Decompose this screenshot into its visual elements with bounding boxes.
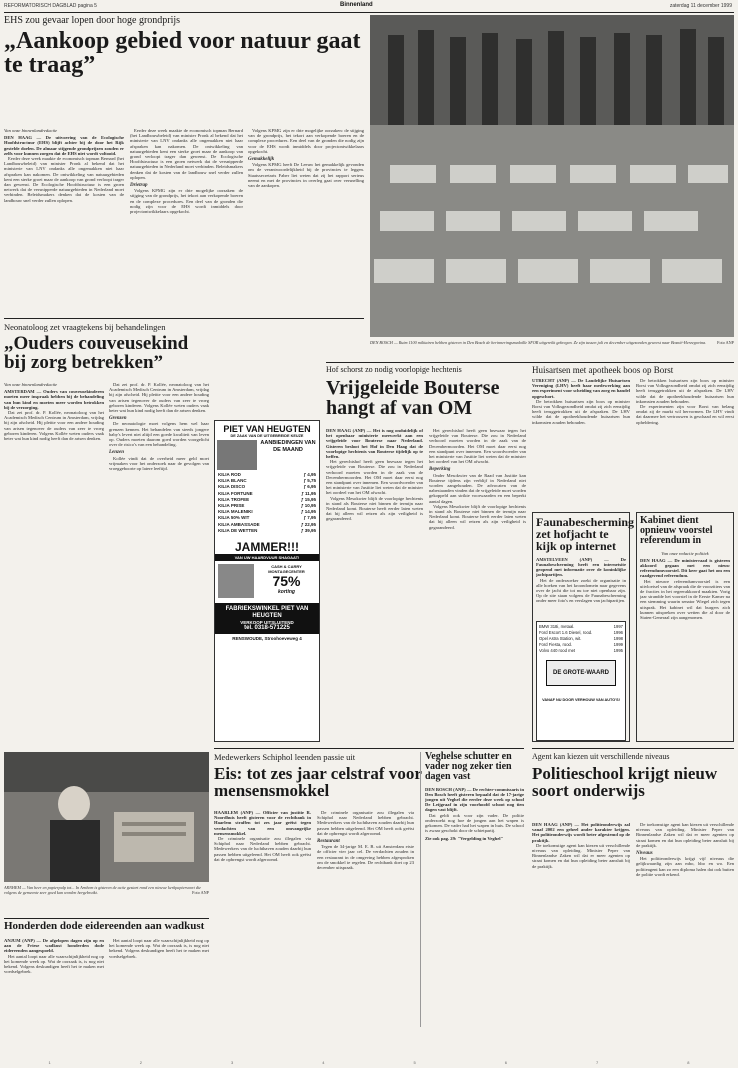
page-date: zaterdag 11 december 1999 [669, 3, 732, 9]
body: De experimenten zijn voor Borst van belang omdat zij de markt wil hervormen. De LHV vindt dat daarmee het vertrouwen is geschaad en wil eerst opheldering. [636, 404, 734, 425]
article-ouders [4, 322, 209, 373]
headline: „Aankoop gebied voor natuur gaat te traag” [4, 28, 361, 79]
ad-car-row: Volvo 440 rood met 1995 [539, 647, 623, 653]
ad-price-row: KILIA ROD ƒ 4,95 [218, 472, 316, 477]
kicker: EHS zou gevaar lopen door hoge grondprijs [4, 15, 181, 26]
ad-logo: DE GROTE-WAARD [546, 660, 616, 686]
body: Onder Mesokwier van de Raad van Justitie kan Bouterse tijdens zijn verblijf in Nederland niet worden aangehouden. De advocaten van de nabestaanden vinden dat de vrijgeleide moet worden gekoppeld aan strikte voorwaarden en een beperkt aantal dagen. [429, 472, 526, 504]
kicker: Neonatoloog zet vraagtekens bij behandelingen [4, 322, 166, 332]
section-rule [4, 318, 364, 319]
body: Volgens KPMG heeft De Leeuw het gemakkelijk gevonden om de verantwoordelijkheid bij de provincies te leggen. Staatssecretaris Faber liet weten dat zij het rapport serieus neemt en met de provincies in overleg gaat over versnelling van de aankopen. [248, 162, 364, 189]
ad-jammer-sub: VAN UW HAARDVUUR SHAGAAT! [215, 554, 319, 561]
body: De neonatologie moet volgens hem wel haar grenzen kennen. Het behandelen van steeds jongere baby's levert niet altijd een goede kwaliteit van leven op. Ouders moeten daarom goed worden voorgelicht over de risico's van een behandeling. [109, 421, 209, 448]
body: Kollée vindt dat de overheid meer geld moet vrijmaken voor het onderzoek naar de gevolgen van vroeggeboorte op latere leeftijd. [109, 455, 209, 472]
body: Eerder deze week maakte de economisch topman Bernard (het Landbouwbeleid) van minister Pronk al bekend dat het ministerie van LNV ondanks alle ongemakken niet haar afspraken kan nakomen. De ontwikkeling van natuurgebieden kent een sterke groei maar de aankoop van grond verloopt trager dan gewenst. De Ecologische Hoofdstructuur is een groen netwerk dat de versnipperde natuurgebieden in Nederland moet verbinden. Beleidsmakers denken dat de kosten van de landbouw snel verder zullen oplopen. [4, 156, 124, 203]
ad-car-row: BMW 318i, metaal. 1997 [539, 623, 623, 629]
kabinet-body [640, 551, 730, 721]
schiphol-col2 [317, 810, 414, 1058]
body: De toekomstige agent kan kiezen uit verschillende niveaus van opleiding. Minister Peper van Binnenlandse Zaken wil dat er meer agenten op straat komen en dat hun opleiding beter aansluit bij de praktijk. [636, 822, 734, 848]
body: Volgens Mesokwier blijft de voorlopige hechtenis in stand als Bouterse niet binnen de termijn naar Nederland komt. Bouterse heeft eerder laten weten dat hij alleen wil reizen als zijn veiligheid is gegarandeerd. [326, 495, 423, 522]
ad-car-row: Ford Fiesta, rood. 1999 [539, 641, 623, 647]
lead: DEN HAAG (ANP) — Het is nog onduidelijk of het openbaar ministerie meewerkt aan een vrijgeleide voor Bouterse naar Nederland. Gisteren besloot het Hof in Den Haag dat de voorlopige hechtenis van Bouterse tijdelijk op te heffen. [326, 428, 423, 460]
body: De betrokken huisartsen zijn boos op minister Borst van Volksgezondheid omdat zij zich eenzijdig heeft teruggetrokken uit de afspraken. De LHV wilde dat de apotheekhoudende huisartsen hun inkomsten zouden behouden. [532, 398, 630, 425]
subhead: Grenzen [109, 416, 127, 422]
subhead: Beperking [429, 467, 451, 473]
lead: AMSTERDAM — Ouders van couveusekinderen moeten meer inspraak hebben bij de behandeling van hun kind en moeten meer worden betrokken bij de verzorging. [4, 389, 104, 410]
column-markers [4, 1060, 734, 1065]
photo-caption [370, 340, 734, 360]
body: Volgens KPMG zijn er drie mogelijke oorzaken: de stijging van de grondprijs, het tekort aan verkopende boeren en de complexe procedures. Een deel van de gronden die nodig zijn voor de EHS wordt inmiddels door projectontwikkelaars opgekocht. [248, 128, 364, 154]
honden-col2 [109, 938, 209, 1058]
body: De betrokken huisartsen zijn boos op minister Borst van Volksgezondheid omdat zij zich eenzijdig heeft teruggetrokken uit de afspraken. De LHV wilde dat de apotheekhoudende huisartsen hun inkomsten zouden behouden. [636, 378, 734, 404]
lead: DEN HAAG — De uitvoering van de Ecologische Hoofdstructuur (EHS) blijft achter bij de door het Rijk gestelde doelen. De almaar stijgende grondprijzen zouden er zelfs voor kunnen zorgen dat de EHS niet wordt voltooid. [4, 135, 124, 156]
headline: Kabinet dient opnieuw voorstel referendum in [640, 515, 713, 547]
ad-price-row: KILIA TROFEE ƒ 15,95 [218, 496, 316, 502]
column-marker: 8 [687, 1060, 690, 1065]
ouders-col1 [4, 382, 104, 522]
kicker: Huisartsen met apotheek boos op Borst [532, 365, 674, 375]
body: Dat zei prof. dr. P. Kollée, neonatoloog van het Academisch Medisch Centrum in Amsterdam, vrijdag bij zijn afscheid. Hij pleitte voor een andere houding van artsen tegenover de ouders van zeer te vroeg geboren kinderen. Volgens Kollée weten ouders vaak beter wat hun kind nodig heeft dan de artsen denken. [109, 382, 209, 414]
ad-car-list [539, 624, 623, 654]
headline: Politieschool krijgt nieuw soort onderwijs [532, 764, 718, 801]
borst-col1 [532, 378, 630, 506]
body: Tegen de 34-jarige M. E. B. uit Amsterdam eiste de officier vier jaar cel. De verdachten zouden in een restaurant in de omgeving hebben afgesproken om de smokkel te regelen. De rechtbank doet op 23 december uitspraak. [317, 844, 414, 871]
article-borst [532, 365, 734, 375]
ehs-col2 [130, 128, 243, 308]
column-marker: 7 [596, 1060, 599, 1065]
byline: Van onze redactie politiek [661, 550, 709, 556]
ad-car-row: Opel Astra Station, wit. 1998 [539, 635, 623, 641]
section-name: Binnenland [340, 2, 373, 8]
ad-price-row: KILIA DISCO ƒ 6,95 [218, 484, 316, 490]
lead: UTRECHT (ANP) — De Landelijke Huisartsen Vereniging (LHV) heeft haar medewerking aan een experiment voor scheiding van zorg en handel opgeschort. [532, 378, 630, 399]
ad-price-list [215, 472, 319, 534]
kicker: Agent kan kiezen uit verschillende niveaus [532, 752, 670, 761]
body: De toekomstige agent kan kiezen uit verschillende niveaus van opleiding. Minister Peper van Binnenlandse Zaken wil dat er meer agenten op straat komen en dat hun opleiding beter aansluit bij de praktijk. [532, 842, 630, 869]
ad-photo [217, 440, 257, 470]
byline: Van onze binnenlandredactie [4, 128, 58, 133]
honden-headline: Honderden dode eidereenden aan wadkust [4, 920, 205, 932]
subhead: Restaurant [317, 839, 340, 845]
section-rule [214, 748, 524, 749]
ad-price-row: KILIA DE WETTEN ƒ 39,95 [218, 527, 316, 533]
column-marker: 6 [504, 1060, 507, 1065]
kicker: Medewerkers Schiphol leenden passie uit [214, 752, 356, 762]
headline: „Ouders couveusekind bij zorg betrekken” [4, 333, 189, 374]
body: Het de onderzoeker zoekt de organisatie in alle hoeken van het kroondomein naar gegevens over de jacht die tot nu toe niet openbaar zijn. Op de site staan volgens de Faunabescherming onder meer foto's en verslagen van jachtpartijen. [536, 577, 626, 604]
body: Het aantal loopt naar alle waarschijnlijkheid nog op het komende week op. Wat de oorzaak is, is nog niet bekend. Volgens deskundigen heeft het te maken met voedselgebrek. [109, 938, 209, 959]
politie-col1 [532, 822, 630, 1058]
veghel-body [425, 787, 524, 1027]
article-veghel [420, 752, 524, 1027]
article-fauna [532, 512, 635, 742]
ad-grote-waard [536, 621, 626, 741]
article-bouterse [326, 365, 526, 419]
column-marker: 3 [231, 1060, 234, 1065]
column-marker: 5 [413, 1060, 416, 1065]
politie-col2 [636, 822, 734, 1058]
caption-text: ARNHEM — Van heer en papierpulp tot... In Arnhem is gisteren de actie gestart rond een nieuwe kerkpapiersoort die volgens de gemeente zeer goed kan worden hergebruikt. [4, 885, 201, 895]
ad-price-row: KILIA MALENIKI ƒ 14,95 [218, 509, 316, 515]
lead: ANJUM (ANP) — De afgelopen dagen zijn op en aan de Friese wadkust honderden dode eidereenden aangespoeld. [4, 938, 104, 954]
ehs-col3 [248, 128, 364, 308]
body: Eerder deze week maakte de economisch topman Bernard (het Landbouwbeleid) van minister Pronk al bekend dat het ministerie van LNV ondanks alle ongemakken niet haar afspraken kan nakomen. De ontwikkeling van natuurgebieden kent een sterke groei maar de aankoop van grond verloopt trager dan gewenst. De Ecologische Hoofdstructuur is een groen netwerk dat de versnipperde natuurgebieden in Nederland moet verbinden. Beleidsmakers denken dat de kosten van de landbouw snel verder zullen oplopen. [130, 128, 243, 180]
ad-banner: AANBIEDINGEN VAN DE MAAND [260, 440, 316, 453]
see-also: Zie ook pag. 29: "Vergelding in Veghel" [425, 836, 504, 842]
schiphol-col1 [214, 810, 311, 1058]
bouterse-col1 [326, 428, 423, 740]
bouterse-col2 [429, 428, 526, 740]
body: De criminele organisatie zou illegalen via Schiphol naar Nederland hebben gebracht. Medewerkers van de luchthaven zouden daarbij hun passen hebben uitgeleend. Het OM heeft ook geëist dat de opbrengst wordt afgeroomd. [317, 810, 414, 836]
caption-text: DEN BOSCH — Ruim 1100 militairen hebben gisteren in Den Bosch de herinneringsmedaille SFOR uitgereikt gekregen. Ze zijn tussen juli en december uitgezonden geweest naar Bosnië-Herzegovina. [370, 340, 707, 345]
ad-stove-image [218, 564, 254, 598]
ad-price-row: KILIA BLANC ƒ 5,75 [218, 478, 316, 484]
article-politie [532, 752, 734, 800]
byline: Van onze binnenlandredactie [4, 382, 58, 387]
column-marker: 2 [139, 1060, 142, 1065]
lead: DEN BOSCH (ANP) — De rechter-commissaris in Den Bosch heeft gisteren bepaald dat de 17-jarige jongen uit Veghel die eerder deze week op school De Leijgraaf in zijn voorhoofd schoot nog tien dagen vast blijft. [425, 786, 524, 813]
subhead: Niveaus [636, 851, 653, 857]
ad-subtitle: DE ZAAK VAN DE UITGEBREIDE KEUZE [230, 434, 304, 438]
ad-price-row: KILIA 50% WIT ƒ 7,95 [218, 515, 316, 521]
borst-col2 [636, 378, 734, 506]
ad-jammer: JAMMER!!! [235, 540, 299, 555]
ad-car-row: Ford Escort 1.6 Diesel, rood. 1996 [539, 629, 623, 635]
section-rule [326, 362, 734, 363]
ehs-col1 [4, 128, 124, 288]
ad-fw-title: FABRIEKSWINKEL PIET VAN HEUGTEN [225, 606, 309, 620]
subhead: Gemakkelijk [248, 157, 275, 163]
body: Volgens Mesokwier blijft de voorlopige hechtenis in stand als Bouterse niet binnen de termijn naar Nederland komt. Bouterse heeft eerder laten weten dat hij alleen wil reizen als zijn veiligheid is gegarandeerd. [429, 503, 526, 530]
ad-percentage-label: korting [278, 589, 295, 596]
photo-arnhem [4, 752, 209, 882]
body: Dat zei prof. dr. P. Kollée, neonatoloog van het Academisch Medisch Centrum in Amsterdam, vrijdag bij zijn afscheid. Hij pleitte voor een andere houding van artsen tegenover de ouders van zeer te vroeg geboren kinderen. Volgens Kollée weten ouders vaak beter wat hun kind nodig heeft dan de artsen denken. [4, 410, 104, 442]
column-marker: 1 [48, 1060, 51, 1065]
kicker: Hof schorst zo nodig voorlopige hechtenis [326, 365, 462, 374]
column-marker: 4 [322, 1060, 325, 1065]
body: Dat geldt ook voor zijn vader. De politie onderzoekt nog hoe de jongen aan het wapen is gekomen. De vader had het wapen in huis. De school is zwaar geschokt door de schietpartij. [425, 812, 524, 834]
ad-price-row: KILIA AMBASSADE ƒ 22,95 [218, 521, 316, 527]
headline: Veghelse schutter en vader nog zeker tien dagen vast [425, 751, 512, 783]
article-kabinet [636, 512, 734, 742]
body: Het politieonderwijs krijgt vijf niveaus die gelijkwaardig zijn aan mbo, hbo en wo. Een politieagent kan zo een diploma halen dat ook buiten de politie wordt erkend. [636, 856, 734, 877]
ad-fw-addr: RENSWOUDE, Stroohoeveweg 4 [232, 636, 302, 642]
body: Volgens KPMG zijn er drie mogelijke oorzaken: de stijging van de grondprijs, het tekort aan verkopende boeren en de complexe procedures. Een deel van de gronden die nodig zijn voor de EHS wordt inmiddels door projectontwikkelaars opgekocht. [130, 188, 243, 215]
lead: DEN HAAG — De ministerraad is gisteren akkoord gegaan met een nieuw referendumvoorstel. Dit keer gaat het om een raadgevend referendum. [640, 557, 730, 579]
ad-price-row: KILIA FORTUNE ƒ 11,95 [218, 490, 316, 496]
headline: Vrijgeleide Bouterse hangt af van OM [326, 377, 500, 420]
body: De criminele organisatie zou illegalen via Schiphol naar Nederland hebben gebracht. Medewerkers van de luchthaven zouden daarbij hun passen hebben uitgeleend. Het OM heeft ook geëist dat de opbrengst wordt afgeroomd. [214, 836, 311, 862]
article-ehs [4, 15, 364, 78]
headline: Faunabescherming zet hofjacht te kijk op internet [536, 515, 635, 554]
honden-col1 [4, 938, 104, 1058]
photo-credit: Foto ANP [717, 340, 734, 345]
ad-fw-sub: VERKOOP UITSLUITEND [240, 620, 294, 626]
subhead: Drietrap [130, 183, 148, 189]
lead: DEN HAAG (ANP) — Het politieonderwijs zal vanaf 2002 een geheel ander karakter krijgen. Het politieonderwijs wordt beter afgestemd op de praktijk. [532, 822, 630, 843]
ad-cash: CASH & CARRY MONTAGECENTER [268, 564, 305, 575]
headline: Eis: tot zes jaar celstraf voor mensensmokkel [214, 764, 422, 801]
body: Het gerechtshof heeft geen bezwaar tegen het vrijgeleide van Bouterse. Die zou in Nederland verhoord moeten worden in de zaak van de Decembermoorden. Het OM moet daar eerst nog een standpunt over innemen. Een woordvoerder van het ministerie van Justitie liet weten dat de minister het oordeel van het OM afwacht. [326, 459, 423, 496]
lead: AMSTELVEEN (ANP) — De Faunabescherming heeft een internetsite geopend met informatie over de koninklijke jachtpartijen. [536, 556, 626, 578]
ad-percentage: 75% [272, 573, 301, 590]
ad-title: PIET VAN HEUGTEN [223, 424, 311, 434]
photo-caption-bottom [4, 885, 209, 915]
subhead: Lenzen [109, 450, 124, 456]
body: Het gerechtshof heeft geen bezwaar tegen het vrijgeleide van Bouterse. Die zou in Nederland verhoord moeten worden in de zaak van de Decembermoorden. Het OM moet daar eerst nog een standpunt over innemen. Een woordvoerder van het ministerie van Justitie liet weten dat de minister het oordeel van het OM afwacht. [429, 428, 526, 465]
lead: HAARLEM (ANP) — Officier van justitie R. Noordhuis heeft gisteren voor de rechtbank in Haarlem straffen tot zes jaar geëist tegen verdachten van een omvangrijke mensensmokkel. [214, 810, 311, 836]
newspaper-name: REFORMATORISCH DAGBLAD pagina 5 [4, 3, 97, 9]
body: Het nieuwe referendumvoorstel is een uitvloeisel van de afspraak die de voorzitters van de fracties in het regeerakkoord maakten. Vorig jaar strandde het voorstel in de Eerste Kamer na een stemming waarin senator Wiegel zich tegen uitsprak. Het kabinet wil dat burgers zich kunnen uitspreken over wetten die al door de Staten-Generaal zijn aangenomen. [640, 578, 730, 620]
ad-tagline: VANAF NU DOOR VERHOUW VAN AUTO'S! [542, 697, 620, 702]
section-rule [4, 918, 209, 919]
ad-piet-van-heugten [214, 420, 320, 742]
ad-fw-tel: tel. 0318-571225 [244, 625, 290, 632]
ouders-col2 [109, 382, 209, 522]
fauna-body [536, 557, 626, 617]
section-rule [532, 748, 734, 749]
photo-credit: Foto ANP [192, 890, 209, 895]
ad-price-row: KILIA PRISE ƒ 10,95 [218, 503, 316, 509]
photo-soldiers [370, 15, 734, 337]
body: Het aantal loopt naar alle waarschijnlijkheid nog op het komende week op. Wat de oorzaak is, is nog niet bekend. Volgens deskundigen heeft het te maken met voedselgebrek. [4, 953, 104, 975]
header-rule [4, 12, 734, 13]
